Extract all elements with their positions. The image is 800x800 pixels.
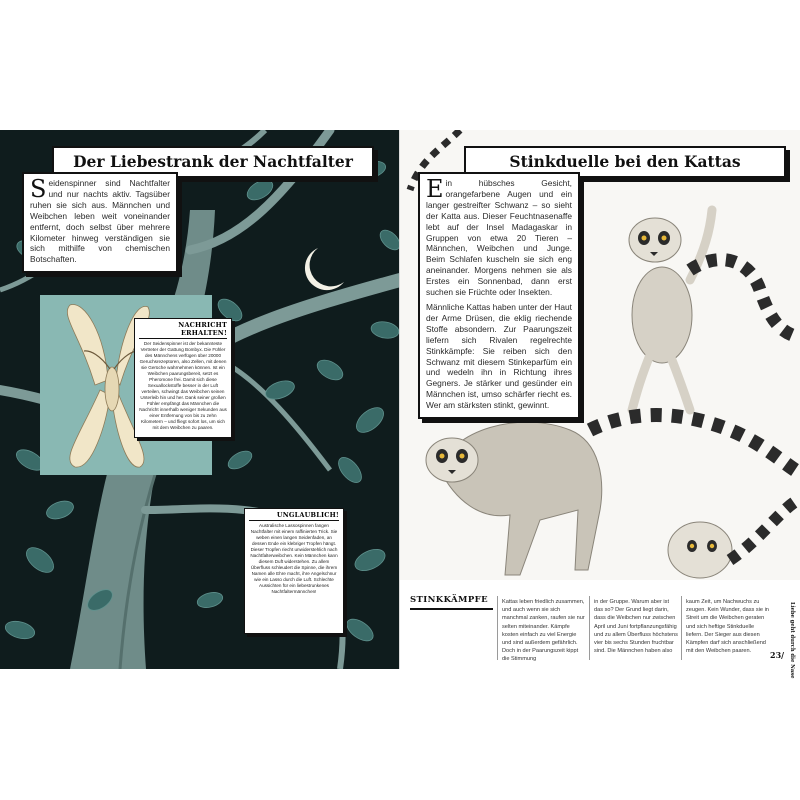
left-intro-text: eidenspinner sind Nachtfalter und nur nachts aktiv. Tagsüber ruhen sie sich aus. Männchen und Weibchen leben weit voneinander entfernt, doch selbst über mehrere Kilometer hinweg verständigen sie sich mithilfe von chemischen Botschaften. <box>30 178 170 265</box>
info-box-heading: UNGLAUBLICH! <box>249 511 339 521</box>
left-page <box>0 130 400 669</box>
book-spread <box>0 130 800 679</box>
right-page-title: Stinkduelle bei den Kattas <box>464 146 786 178</box>
right-intro-text: in hübsches Gesicht, orangefarbene Augen und ein langer gestreifter Schwanz – so sieht der Katta aus. Dieser Feuchtnasenaffe lebt auf der Insel Madagaskar in Gruppen von etwa 20 Tieren – Männchen, Weibchen und Junge. Beim Schlafen kuscheln sie sich eng aneinander. Morgens nehmen sie als Erstes ein Sonnenbad, dann erst suchen sie Früchte oder Insekten. <box>426 178 572 298</box>
sidebar-heading: STINKKÄMPFE <box>410 595 488 605</box>
right-second-paragraph: Männliche Kattas haben unter der Haut der Arme Drüsen, die eklig riechende Stoffe absondern. Zur Paarungszeit liefern sich Rivalen regelrechte Stinkkämpfe: Sie reiben sich den Schwanz mit diesem Stinkeparfüm ein und wedeln ihn in Richtung ihres Gegners. Je stärker und gesünder ein Männchen ist, umso schärfer riecht es. Wer am stärksten stinkt, gewinnt. <box>426 301 572 411</box>
column-divider <box>681 596 682 660</box>
info-box-unglaublich <box>244 508 344 634</box>
chapter-side-tag-text: Liebe geht durch die Nase <box>789 602 795 679</box>
left-intro-box <box>22 172 178 273</box>
page-number: 23/ <box>770 650 785 660</box>
drop-cap: S <box>30 175 47 203</box>
sidebar-column-2: in der Gruppe. Warum aber ist das so? Der Grund liegt darin, dass die Weibchen nur zwischen April und Juni fortpflanzungsfähig und zu allem Überfluss höchstens vier bis sechs Stunden fruchtbar sind. Die Männchen haben also <box>594 599 678 655</box>
info-box-nachricht <box>134 318 232 438</box>
chapter-side-tag <box>786 602 796 679</box>
info-box-text: Der Seidenspinner ist der bekannteste Vertreter der Gattung Bombyx. Die Fühler des Männchens verfügen über 20000 Geruchsrezeptoren, also Zellen, mit denen sie Gerüche wahrnehmen können. Ist ein Weibchen paarungsbereit, setzt es Pheromone frei. Damit sich diese Sexuallockstoffe besser in der Luft verteilen, schwingt das Weibchen seinen Unterleib hin und her. Dank seiner großen Fühler empfängt das Männchen die Nachricht innerhalb weniger Sekunden aus einer Entfernung von bis zu zehn Kilometern – und fliegt sofort los, um sich mit dem Weibchen zu paaren. <box>139 341 227 430</box>
left-page-title: Der Liebestrank der Nachtfalter <box>52 146 374 178</box>
right-intro-paragraph <box>426 175 572 298</box>
right-intro-box <box>418 172 580 419</box>
sidebar-heading-rule <box>410 608 493 610</box>
column-divider <box>497 596 498 660</box>
sidebar-column-1: Kattas leben friedlich zusammen, und auch wenn sie sich manchmal zanken, raufen sie nur selten miteinander. Kämpfe kosten einfach zu viel Energie und sind außerdem gefährlich. Doch in der Paarungszeit kippt die Stimmung <box>502 599 585 663</box>
sidebar-column-3: kaum Zeit, um Nachwuchs zu zeugen. Kein Wunder, dass sie in Streit um die Weibchen geraten und sich heftige Stinkduelle liefern. Der Sieger aus diesen Kämpfen darf sich anschließend mit den Weibchen paaren. <box>686 599 769 655</box>
left-intro-paragraph <box>30 175 170 265</box>
column-divider <box>589 596 590 660</box>
info-box-heading: NACHRICHT ERHALTEN! <box>139 321 227 339</box>
drop-cap: E <box>426 175 444 203</box>
info-box-text: Australische Lassospinnen fangen Nachtfalter mit einem raffinierten Trick. Sie weben einen langen Seidenfaden, an dessen Ende ein klebriger Tropfen hängt. Dieser Tropfen riecht unwiderstehlich nach Nachtfalterweibchen. Kein Männchen kann diesem Duft widerstehen. Zu allem Überfluss schleudert die Spinne, die ihrem Namen alle Ehre macht, ihre Angelschnur wie ein Lasso durch die Luft. Schlechte Aussichten für ein liebestrunkenes Nachtfaltermännchen! <box>250 523 338 594</box>
